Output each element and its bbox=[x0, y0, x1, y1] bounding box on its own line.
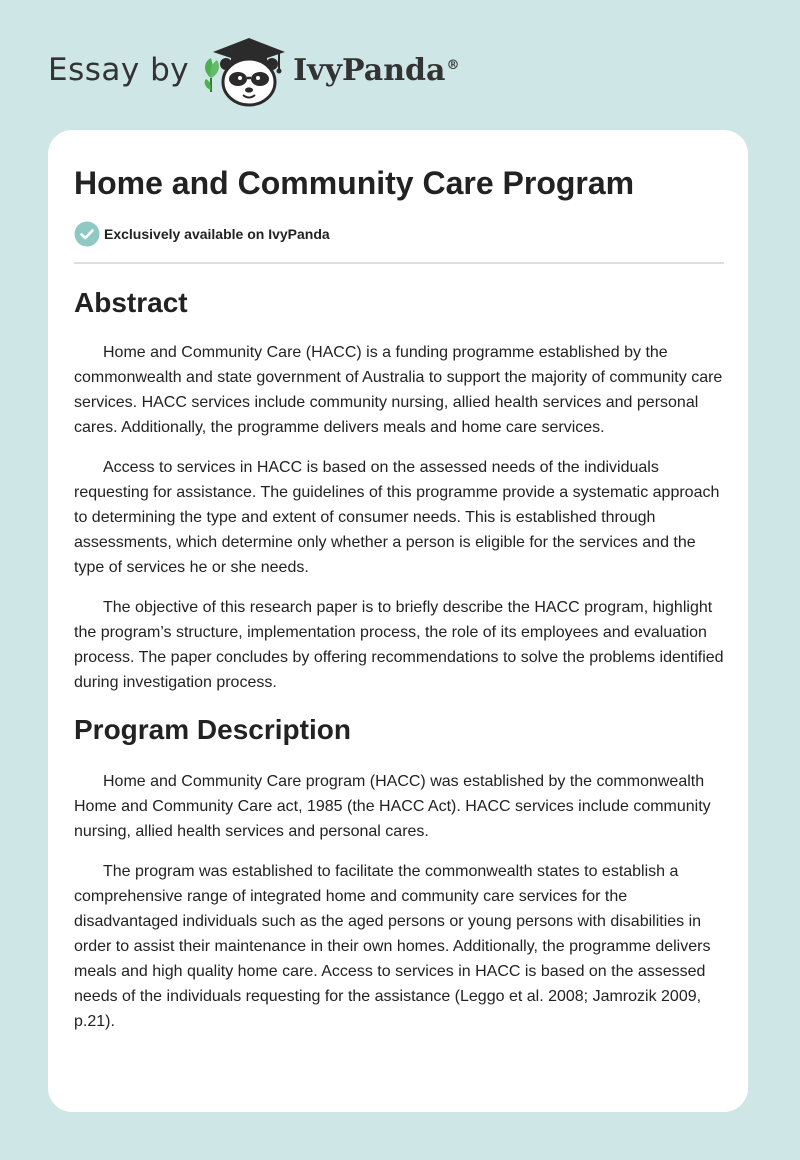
exclusive-badge-text: Exclusively available on IvyPanda bbox=[104, 226, 330, 242]
leaf-icon bbox=[205, 58, 219, 92]
paragraph: Home and Community Care (HACC) is a funding programme established by the commonwealth and state government of Australia to support the majority of community care services. HACC services include community nursing, allied health services and personal cares. Additionally, the programme delivers meals and home care services. bbox=[74, 344, 723, 436]
paragraph: Home and Community Care program (HACC) was established by the commonwealth Home and Community Care act, 1985 (the HACC Act). HACC services include community nursing, allied health services and personal cares. bbox=[74, 773, 711, 840]
page-title: Home and Community Care Program bbox=[74, 165, 635, 201]
section-heading: Abstract bbox=[74, 287, 188, 318]
essay-content bbox=[74, 130, 724, 1034]
divider bbox=[74, 262, 724, 264]
paragraph: The program was established to facilitate the commonwealth states to establish a comprehensive range of integrated home and community care services for the disadvantaged individuals such as the aged persons or young persons with disabilities in order to assist their maintenance in their own homes. Additionally, the programme delivers meals and high quality home care. Access to services in HACC is based on the assessed needs of the individuals requesting for the assistance (Leggo et al. 2008; Jamrozik 2009, p.21). bbox=[74, 863, 711, 1030]
registered-mark: ® bbox=[446, 57, 460, 73]
section-abstract bbox=[74, 285, 724, 695]
paragraph: Access to services in HACC is based on the assessed needs of the individuals requesting for assistance. The guidelines of this programme provide a systematic approach to determining the type and extent of consumer needs. This is established through assessments, which determine only whether a person is eligible for the services and the type of services he or she needs. bbox=[74, 459, 720, 576]
check-circle-icon bbox=[74, 221, 100, 247]
essay-card bbox=[48, 130, 748, 1112]
section-program-description bbox=[74, 712, 724, 1034]
section-heading: Program Description bbox=[74, 714, 351, 745]
brand-name: IvyPanda® bbox=[293, 52, 460, 88]
paragraph: The objective of this research paper is to briefly describe the HACC program, highlight the program’s structure, implementation process, the role of its employees and evaluation process. The paper concludes by offering recommendations to solve the problems identified during investigation process. bbox=[74, 599, 724, 691]
exclusive-badge bbox=[74, 221, 724, 247]
brand-prefix: Essay by bbox=[48, 52, 190, 88]
brand-header bbox=[48, 30, 459, 110]
panda-graduate-icon bbox=[197, 32, 289, 108]
